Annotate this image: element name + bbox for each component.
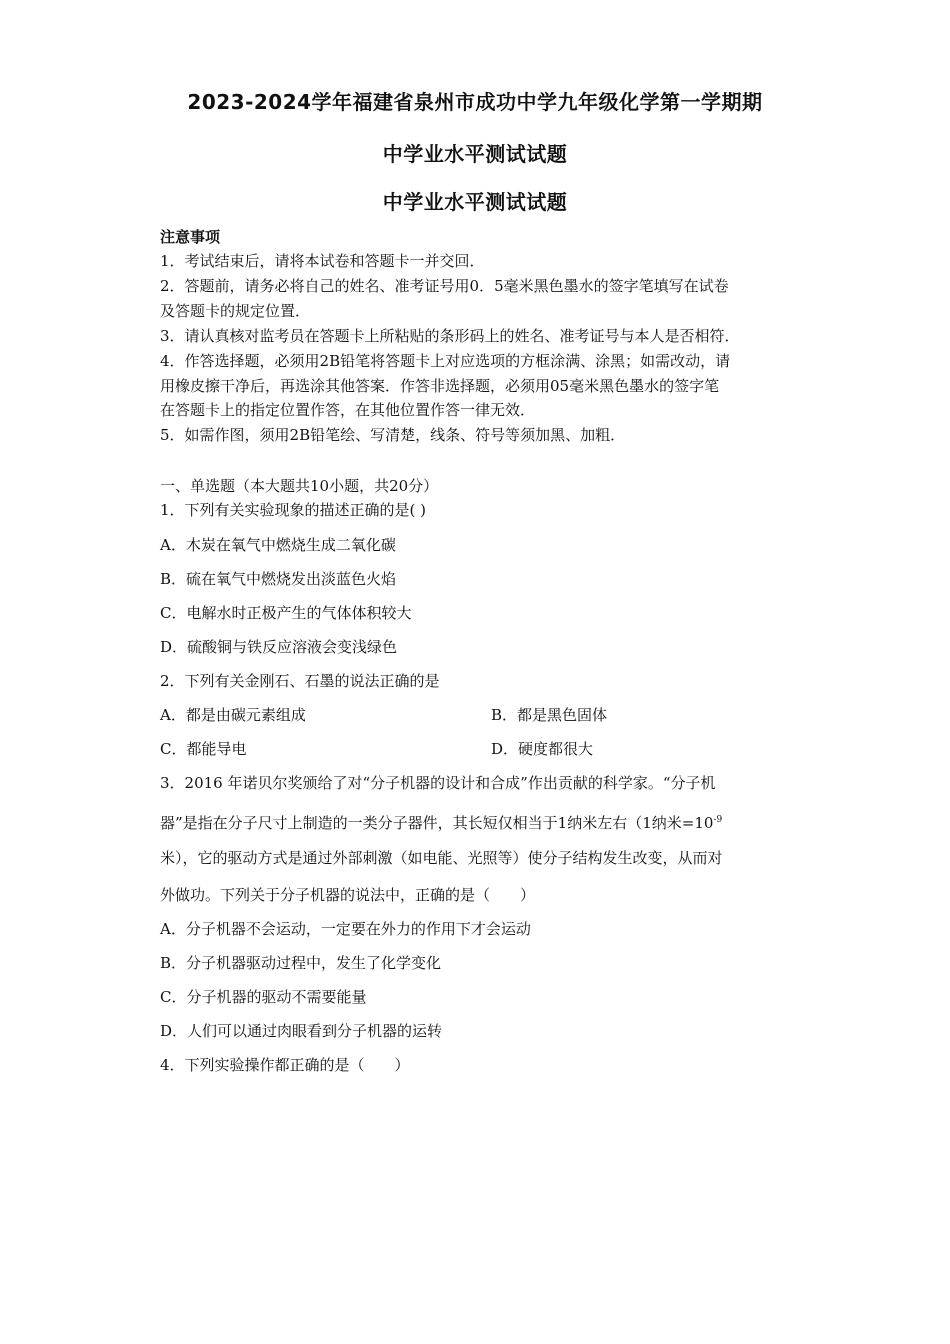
option-a: A．都是由碳元素组成 [160, 706, 306, 724]
option-c: C．分子机器的驱动不需要能量 [160, 988, 367, 1006]
option-b: B．硫在氧气中燃烧发出淡蓝色火焰 [160, 570, 397, 588]
question-stem-line [160, 810, 722, 833]
option-c: C．电解水时正极产生的气体体积较大 [160, 604, 412, 622]
question-stem-line: 3．2016 年诺贝尔奖颁给了对“分子机器的设计和合成”作出贡献的科学家。“分子机 [160, 774, 716, 792]
option-b: B．分子机器驱动过程中，发生了化学变化 [160, 954, 442, 972]
notes-line: 用橡皮擦干净后，再选涂其他答案．作答非选择题，必须用05毫米黑色墨水的签字笔 [160, 377, 720, 395]
question-stem-line: 米），它的驱动方式是通过外部刺激（如电能、光照等）使分子结构发生改变，从而对 [160, 849, 723, 867]
question-stem: 4．下列实验操作都正确的是（ ） [160, 1056, 410, 1074]
option-d: D．硫酸铜与铁反应溶液会变浅绿色 [160, 638, 398, 656]
notes-line: 及答题卡的规定位置． [160, 302, 311, 320]
option-d: D．人们可以通过肉眼看到分子机器的运转 [160, 1022, 443, 1040]
exam-title-line2: 中学业水平测试试题 [382, 142, 568, 166]
notes-line: 3．请认真核对监考员在答题卡上所粘贴的条形码上的姓名、准考证号与本人是否相符． [160, 327, 740, 345]
notes-line: 1．考试结束后，请将本试卷和答题卡一并交回． [160, 252, 485, 270]
notes-heading: 注意事项 [160, 228, 221, 246]
question-stem: 1．下列有关实验现象的描述正确的是( ) [160, 501, 427, 519]
section-heading: 一、单选题（本大题共10小题，共20分） [160, 477, 439, 495]
notes-line: 5．如需作图，须用2B铅笔绘、写清楚，线条、符号等须加黑、加粗． [160, 426, 626, 444]
notes-line: 2．答题前，请务必将自己的姓名、准考证号用0．5毫米黑色墨水的签字笔填写在试卷 [160, 277, 729, 295]
option-d: D．硬度都很大 [491, 740, 594, 758]
exam-title-line1: 2023-2024学年福建省泉州市成功中学九年级化学第一学期期 [187, 90, 763, 114]
option-a: A．分子机器不会运动，一定要在外力的作用下才会运动 [160, 920, 531, 938]
question-stem-line: 外做功。下列关于分子机器的说法中，正确的是（ ） [160, 886, 536, 904]
option-c: C．都能导电 [160, 740, 247, 758]
option-a: A．木炭在氧气中燃烧生成二氧化碳 [160, 536, 396, 554]
exponent: -9 [713, 815, 723, 825]
option-b: B．都是黑色固体 [491, 706, 608, 724]
stem-text: 器”是指在分子尺寸上制造的一类分子器件，其长短仅相当于1纳米左右（1纳米=10 [160, 814, 714, 832]
notes-line: 在答题卡上的指定位置作答，在其他位置作答一律无效． [160, 401, 536, 419]
question-stem: 2．下列有关金刚石、石墨的说法正确的是 [160, 672, 440, 690]
exam-title-line3: 中学业水平测试试题 [382, 190, 568, 214]
notes-line: 4．作答选择题，必须用2B铅笔将答题卡上对应选项的方框涂满、涂黑；如需改动，请 [160, 352, 731, 370]
